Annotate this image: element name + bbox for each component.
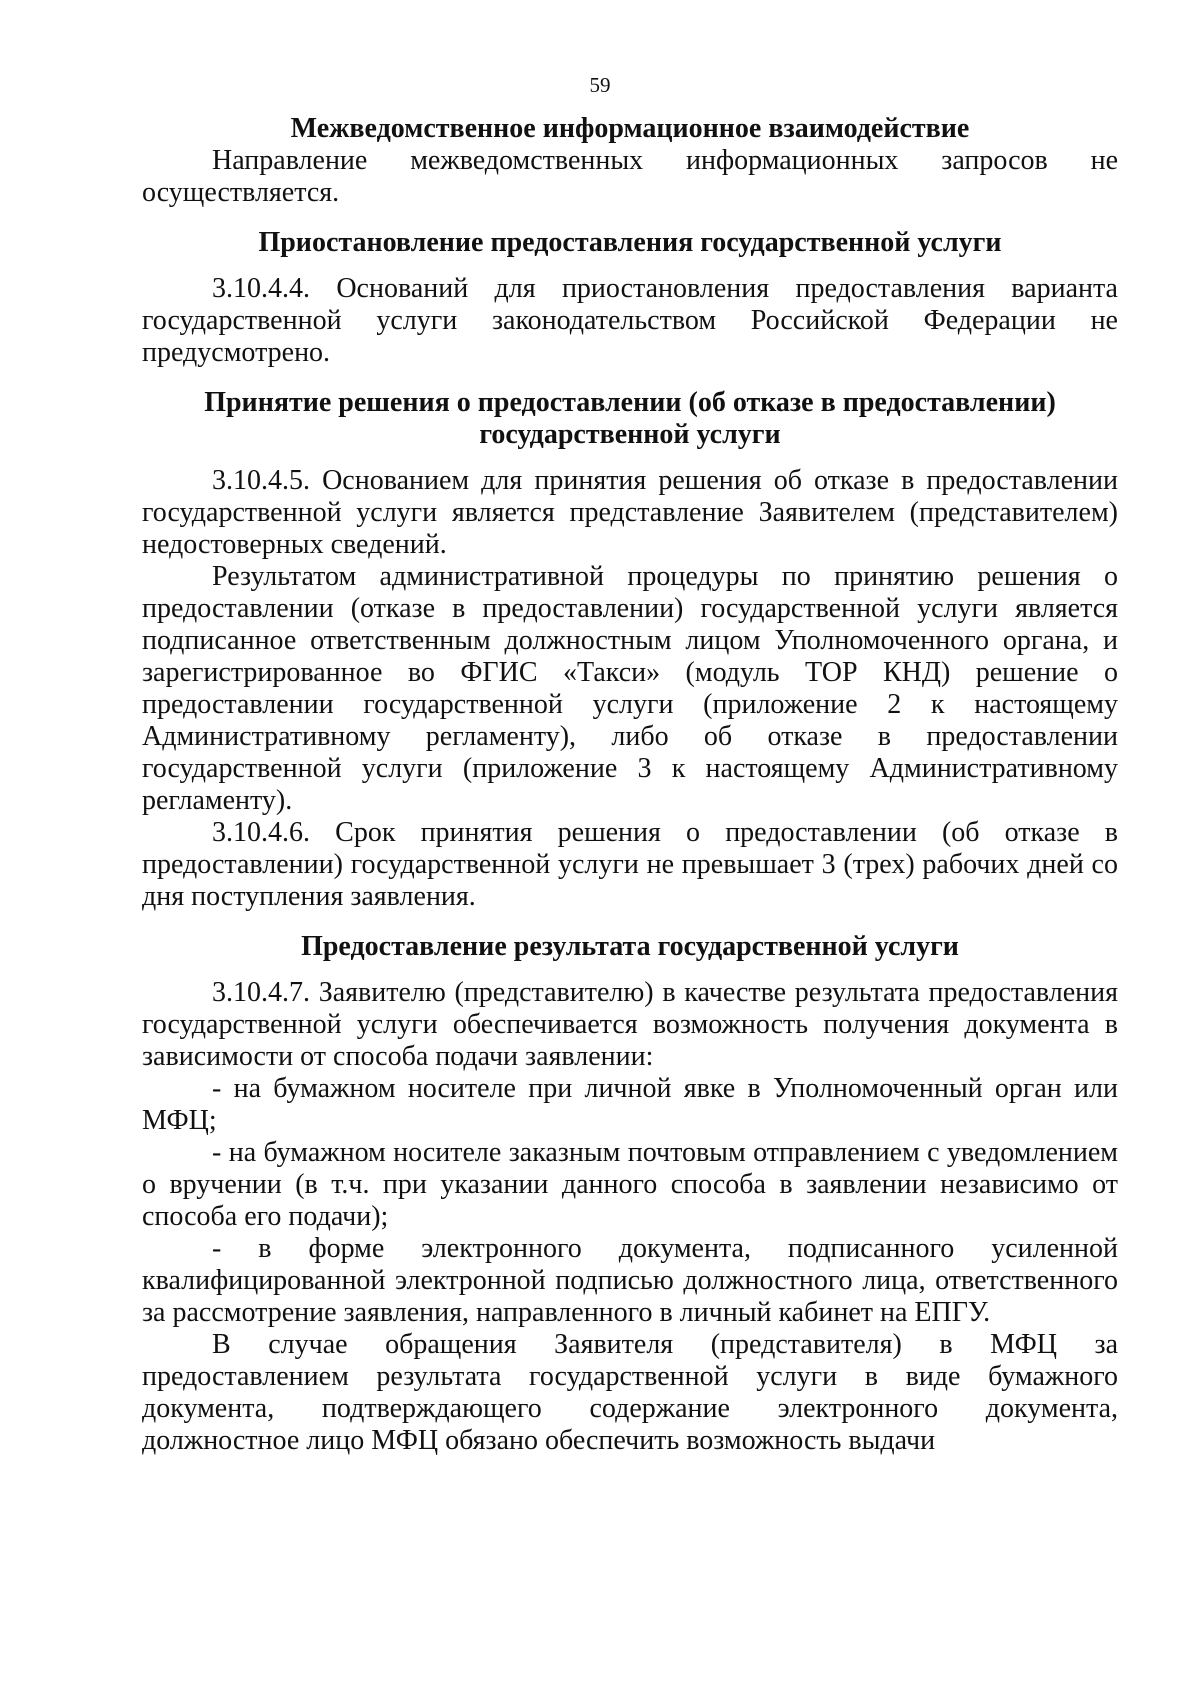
paragraph: 3.10.4.5. Основанием для принятия решения об отказе в предоставлении государственной услуги является представление Заявителем (представителем) недостоверных сведений.: [142, 465, 1118, 560]
section-heading-decision-line2: государственной услуги: [479, 419, 781, 450]
paragraph: Результатом административной процедуры по принятию решения о предоставлении (отказе в предоставлении) государственной услуги является подписанное ответственным должностным лицом Уполномоченного органа, и зарегистрированное во ФГИС «Такси» (модуль ТОР КНД) решение о предоставлении государственной услуги (приложение 2 к настоящему Административному регламенту), либо об отказе в предоставлении государственной услуги (приложение 3 к настоящему Административному регламенту).: [142, 561, 1118, 816]
paragraph: 3.10.4.7. Заявителю (представителю) в качестве результата предоставления государственной услуги обеспечивается возможность получения документа в зависимости от способа подачи заявлении:: [142, 977, 1118, 1072]
page-number: 59: [589, 73, 611, 97]
document-body: [142, 113, 1118, 1457]
spacer: [142, 259, 1118, 273]
spacer: [142, 369, 1118, 387]
spacer: [142, 963, 1118, 977]
paragraph: В случае обращения Заявителя (представителя) в МФЦ за предоставлением результата государственной услуги в виде бумажного документа, подтверждающего содержание электронного документа, должностное лицо МФЦ обязано обеспечить возможность выдачи: [142, 1329, 1118, 1456]
section-heading-suspension: Приостановление предоставления государственной услуги: [258, 227, 1002, 258]
paragraph: 3.10.4.6. Срок принятия решения о предоставлении (об отказе в предоставлении) государственной услуги не превышает 3 (трех) рабочих дней со дня поступления заявления.: [142, 817, 1118, 912]
list-item: - на бумажном носителе при личной явке в Уполномоченный орган или МФЦ;: [142, 1073, 1118, 1136]
paragraph: Направление межведомственных информационных запросов не осуществляется.: [142, 145, 1118, 208]
spacer: [142, 451, 1118, 465]
section-heading-decision-line1: Принятие решения о предоставлении (об отказе в предоставлении): [204, 387, 1056, 418]
list-item: - в форме электронного документа, подписанного усиленной квалифицированной электронной подписью должностного лица, ответственного за рассмотрение заявления, направленного в личный кабинет на ЕПГУ.: [142, 1233, 1118, 1328]
paragraph: 3.10.4.4. Оснований для приостановления предоставления варианта государственной услуги законодательством Российской Федерации не предусмотрено.: [142, 273, 1118, 368]
section-heading-result: Предоставление результата государственной услуги: [301, 931, 959, 962]
spacer: [142, 209, 1118, 227]
list-item: - на бумажном носителе заказным почтовым отправлением с уведомлением о вручении (в т.ч. при указании данного способа в заявлении независимо от способа его подачи);: [142, 1137, 1118, 1232]
spacer: [142, 913, 1118, 931]
section-heading-interagency: Межведомственное информационное взаимодействие: [290, 113, 970, 144]
